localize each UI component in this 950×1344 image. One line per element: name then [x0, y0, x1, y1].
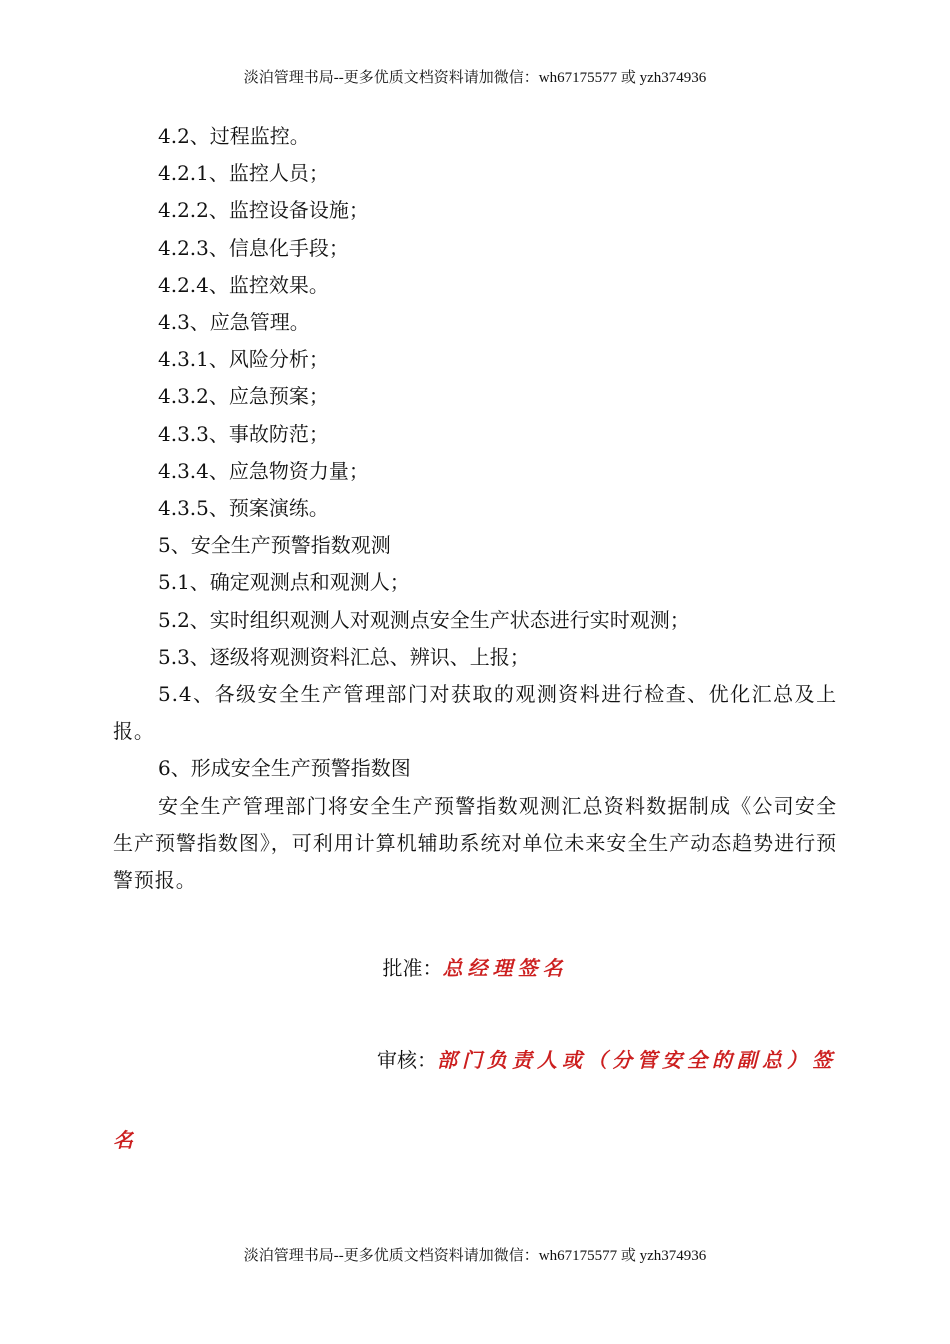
section-heading: 5、安全生产预警指数观测 [158, 533, 391, 558]
outline-item: 4.2.4、监控效果。 [158, 272, 329, 297]
review-line [113, 1050, 837, 1150]
outline-item: 4.3.1、风险分析； [158, 347, 329, 372]
outline-item: 4.2.3、信息化手段； [158, 235, 349, 260]
section-heading: 6、形成安全生产预警指数图 [158, 756, 411, 781]
outline-item: 4.3、应急管理。 [158, 310, 310, 335]
outline-item: 5.1、确定观测点和观测人； [158, 570, 410, 595]
review-signature-overflow: 名 [113, 1128, 138, 1152]
approval-line [0, 952, 950, 981]
outline-item: 4.2.1、监控人员； [158, 161, 329, 186]
outline-item: 4.2.2、监控设备设施； [158, 198, 369, 223]
review-label: 审核： [377, 1048, 437, 1072]
page-header: 淡泊管理书局--更多优质文档资料请加微信：wh67175577 或 yzh374936 [243, 70, 707, 86]
document-body [113, 118, 837, 899]
outline-item: 4.2、过程监控。 [158, 124, 310, 148]
review-row [113, 1050, 837, 1070]
review-signature: 部门负责人或（分管安全的副总）签 [437, 1048, 837, 1072]
page-footer: 淡泊管理书局--更多优质文档资料请加微信：wh67175577 或 yzh374936 [243, 1248, 707, 1264]
outline-item: 5.3、逐级将观测资料汇总、辨识、上报； [158, 644, 530, 669]
outline-item: 4.3.5、预案演练。 [158, 496, 329, 521]
paragraph-6: 安全生产管理部门将安全生产预警指数观测汇总资料数据制成《公司安全生产预警指数图》，可利用计算机辅助系统对单位未来安全生产动态趋势进行预警预报。 [113, 793, 837, 893]
approve-label: 批准： [382, 956, 443, 980]
paragraph-5-4: 5.4、各级安全生产管理部门对获取的观测资料进行检查、优化汇总及上报。 [113, 682, 837, 744]
outline-item: 5.2、实时组织观测人对观测点安全生产状态进行实时观测； [158, 607, 690, 632]
outline-item: 4.3.3、事故防范； [158, 421, 329, 446]
approve-signature: 总经理签名 [442, 956, 568, 980]
outline-item: 4.3.2、应急预案； [158, 384, 329, 409]
outline-item: 4.3.4、应急物资力量； [158, 458, 369, 483]
